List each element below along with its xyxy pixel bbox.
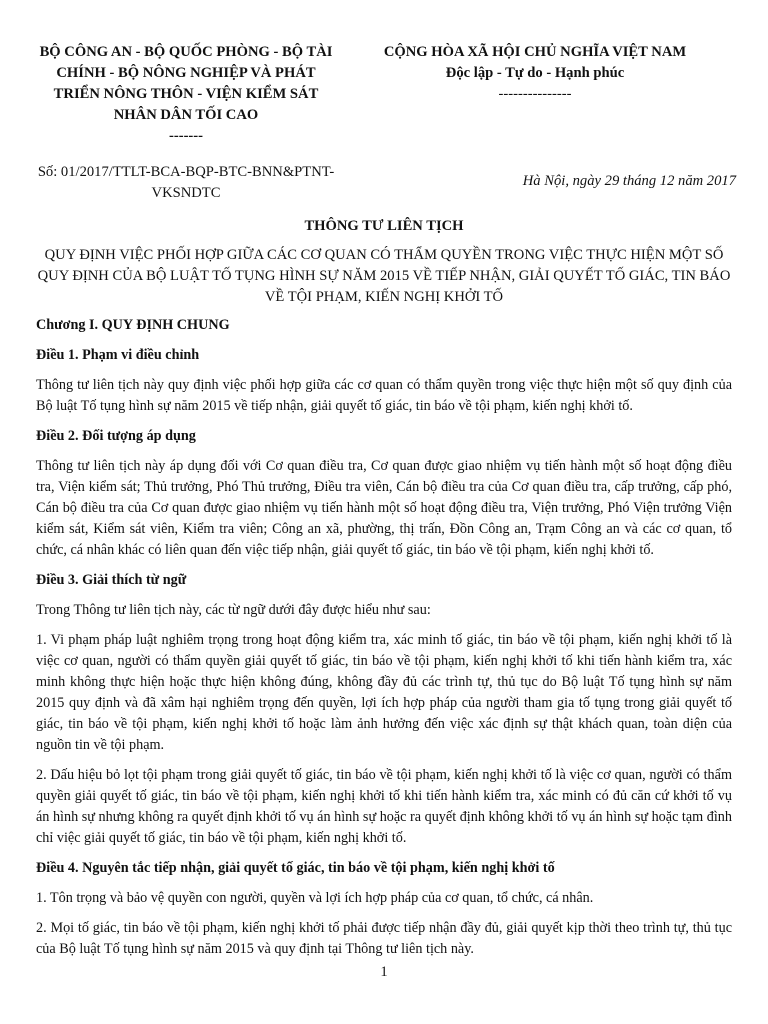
national-heading [360, 42, 710, 105]
issuer-block [36, 42, 336, 147]
article-3-item-1: 1. Vi phạm pháp luật nghiêm trọng trong hoạt động kiểm tra, xác minh tố giác, tin báo về tội phạm, kiến nghị khởi tố là việc cơ quan, người có thẩm quyền giải quyết tố giác, tin báo về tội phạm, kiến nghị khởi tố khi tiến hành kiểm tra, xác minh không thực hiện hoặc thực hiện không đúng, không đầy đủ các trình tự, thủ tục do Bộ luật Tố tụng hình sự năm 2015 quy định và đã xâm hại nghiêm trọng đến quyền, lợi ích hợp pháp của người tham gia tố tụng trong giải quyết tố giác, tin báo về tội phạm, kiến nghị khởi tố hoặc làm ảnh hưởng đến việc xác định sự thật khách quan, toàn diện của nguồn tin về tội phạm. [36, 632, 732, 753]
document-title: THÔNG TƯ LIÊN TỊCH [304, 218, 464, 234]
republic-name: CỘNG HÒA XÃ HỘI CHỦ NGHĨA VIỆT NAM [383, 44, 687, 60]
national-motto: Độc lập - Tự do - Hạnh phúc [445, 65, 625, 81]
motto-rule: --------------- [498, 86, 572, 102]
article-4-item-2: 2. Mọi tố giác, tin báo về tội phạm, kiến nghị khởi tố phải được tiếp nhận đầy đủ, giải quyết kịp thời theo trình tự, thủ tục của Bộ luật Tố tụng hình sự năm 2015 và quy định tại Thông tư liên tịch này. [36, 920, 732, 957]
document-subtitle: QUY ĐỊNH VIỆC PHỐI HỢP GIỮA CÁC CƠ QUAN CÓ THẨM QUYỀN TRONG VIỆC THỰC HIỆN MỘT SỐ QUY ĐỊNH CỦA BỘ LUẬT TỐ TỤNG HÌNH SỰ NĂM 2015 VỀ TIẾP NHẬN, GIẢI QUYẾT TỐ GIÁC, TIN BÁO VỀ TỘI PHẠM, KIẾN NGHỊ KHỞI TỐ [37, 247, 731, 305]
article-1-paragraph: Thông tư liên tịch này quy định việc phối hợp giữa các cơ quan có thẩm quyền trong việc thực hiện một số quy định của Bộ luật Tố tụng hình sự năm 2015 về tiếp nhận, giải quyết tố giác, tin báo về tội phạm, kiến nghị khởi tố. [36, 377, 732, 414]
issuer-name: BỘ CÔNG AN - BỘ QUỐC PHÒNG - BỘ TÀI CHÍNH - BỘ NÔNG NGHIỆP VÀ PHÁT TRIỂN NÔNG THÔN - VIỆN KIỂM SÁT NHÂN DÂN TỐI CAO [39, 44, 333, 123]
article-4-item-1: 1. Tôn trọng và bảo vệ quyền con người, quyền và lợi ích hợp pháp của cơ quan, tổ chức, cá nhân. [36, 890, 594, 906]
article-3-heading: Điều 3. Giải thích từ ngữ [36, 572, 187, 588]
page-number: 1 [380, 964, 388, 980]
document-date: Hà Nội, ngày 29 tháng 12 năm 2017 [522, 173, 736, 189]
article-2-heading: Điều 2. Đối tượng áp dụng [36, 428, 196, 444]
document-number: Số: 01/2017/TTLT-BCA-BQP-BTC-BNN&PTNT-VKSNDTC [37, 164, 335, 201]
article-2-paragraph: Thông tư liên tịch này áp dụng đối với Cơ quan điều tra, Cơ quan được giao nhiệm vụ tiến hành một số hoạt động điều tra, Viện kiểm sát; Thủ trưởng, Phó Thủ trưởng, Điều tra viên, Cán bộ điều tra của Cơ quan điều tra, cấp trưởng, cấp phó, Cán bộ điều tra của Cơ quan được giao nhiệm vụ tiến hành một số hoạt động điều tra, Viện trưởng, Phó Viện trưởng Viện kiểm sát, Kiểm sát viên, Kiểm tra viên; Công an xã, phường, thị trấn, Đồn Công an, Trạm Công an và các cơ quan, tổ chức, cá nhân khác có liên quan đến việc tiếp nhận, giải quyết tố giác, tin báo về tội phạm, kiến nghị khởi tố. [36, 458, 732, 558]
article-4-heading: Điều 4. Nguyên tắc tiếp nhận, giải quyết tố giác, tin báo về tội phạm, kiến nghị khởi tố [36, 860, 555, 876]
article-1-heading: Điều 1. Phạm vi điều chỉnh [36, 347, 200, 363]
document-body [36, 315, 732, 969]
issuer-rule: ------- [168, 128, 204, 144]
article-3-intro: Trong Thông tư liên tịch này, các từ ngữ dưới đây được hiểu như sau: [36, 602, 431, 618]
chapter-heading: Chương I. QUY ĐỊNH CHUNG [36, 317, 230, 333]
article-3-item-2: 2. Dấu hiệu bỏ lọt tội phạm trong giải quyết tố giác, tin báo về tội phạm, kiến nghị khởi tố là việc cơ quan, người có thẩm quyền giải quyết tố giác, tin báo về tội phạm, kiến nghị khởi tố khi tiến hành kiểm tra, xác minh có đủ căn cứ khởi tố vụ án hình sự nhưng không ra quyết định khởi tố vụ án hình sự hoặc ra quyết định không khởi tố vụ án hình sự hoặc tạm đình chỉ việc giải quyết tố giác, tin báo về tội phạm, kiến nghị khởi tố. [36, 767, 732, 846]
